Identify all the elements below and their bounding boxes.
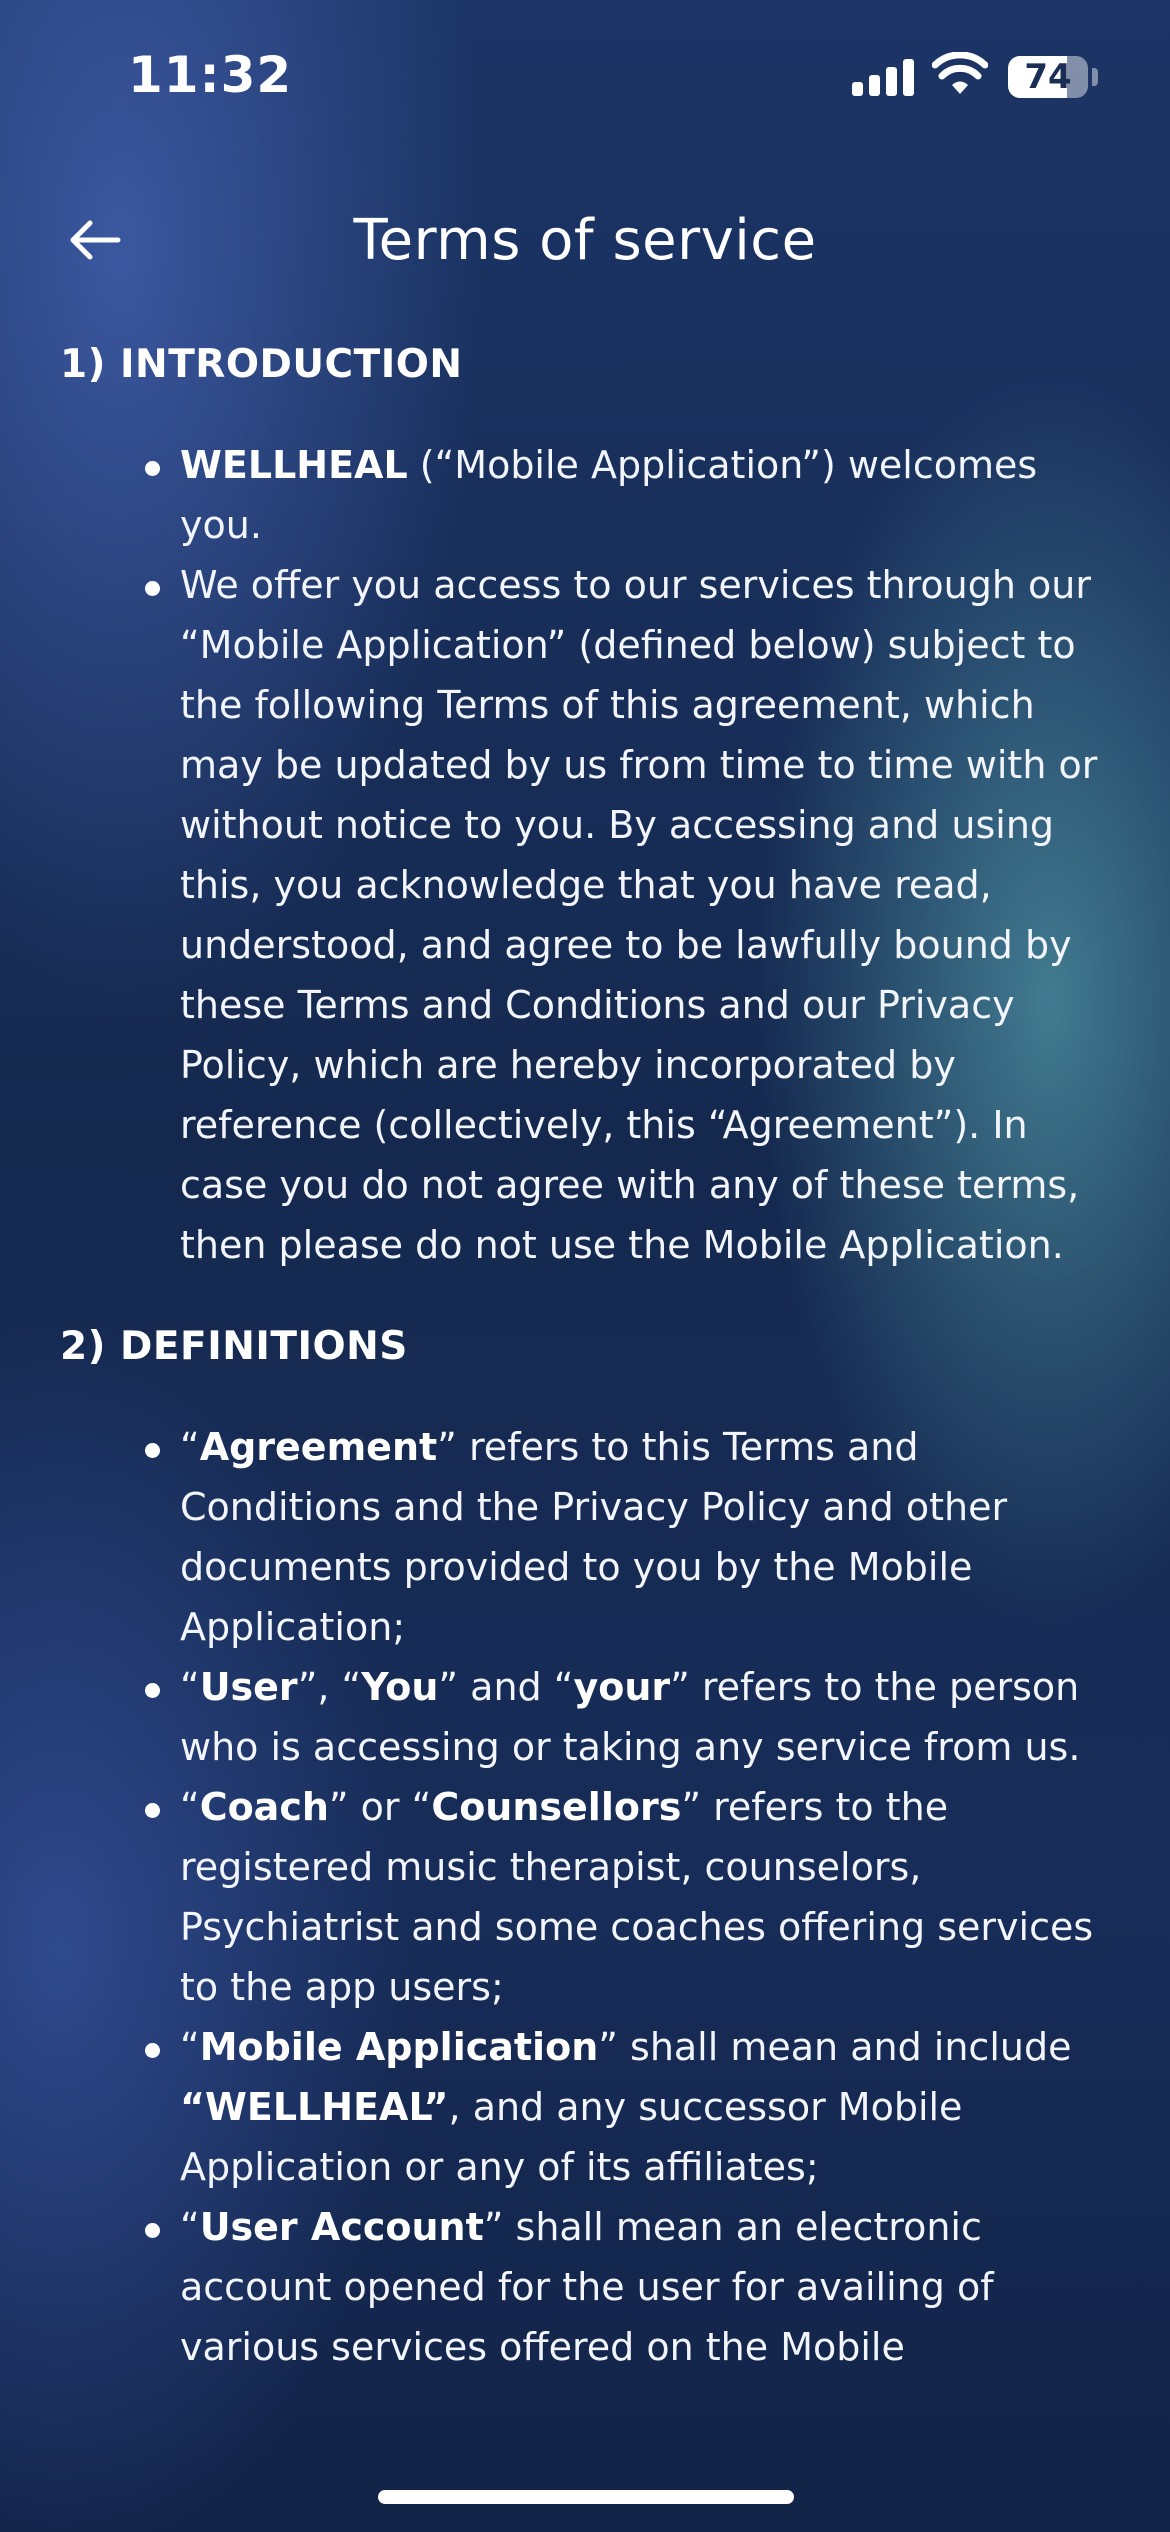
status-bar: [0, 0, 1170, 150]
list-item: “Mobile Application” shall mean and include “WELLHEAL”, and any successor Mobile Application or any of its affiliates;: [180, 2017, 1120, 2197]
list-item: We offer you access to our services through our “Mobile Application” (defined below) subject to the following Terms of this agreement, which may be updated by us from time to time with or without notice to you. By accessing and using this, you acknowledge that you have read, understood, and agree to be lawfully bound by these Terms and Conditions and our Privacy Policy, which are hereby incorporated by reference (collectively, this “Agreement”). In case you do not agree with any of these terms, then please do not use the Mobile Application.: [180, 555, 1120, 1275]
battery-icon: [1008, 56, 1088, 98]
introduction-list: [60, 435, 1120, 1275]
home-indicator[interactable]: [378, 2490, 794, 2504]
section-heading: 2) DEFINITIONS: [60, 1324, 408, 1369]
battery-cap: [1092, 68, 1098, 86]
battery-percent: 74: [1024, 57, 1072, 97]
list-item: “User”, “You” and “your” refers to the person who is accessing or taking any service from us.: [180, 1657, 1120, 1777]
signal-icon: [852, 58, 914, 96]
list-item: WELLHEAL (“Mobile Application”) welcomes you.: [180, 435, 1120, 555]
section-introduction: [60, 335, 1120, 1275]
wifi-icon: [932, 52, 988, 96]
definitions-list: [60, 1417, 1120, 2377]
list-item: “User Account” shall mean an electronic account opened for the user for availing of various services offered on the Mobile: [180, 2197, 1120, 2377]
list-item: “Agreement” refers to this Terms and Conditions and the Privacy Policy and other documents provided to you by the Mobile Application;: [180, 1417, 1120, 1657]
list-item: “Coach” or “Counsellors” refers to the registered music therapist, counselors, Psychiatrist and some coaches offering services to the app users;: [180, 1777, 1120, 2017]
page-title: Terms of service: [353, 208, 817, 273]
section-definitions: [60, 1317, 1120, 2377]
header: [0, 190, 1170, 290]
terms-content[interactable]: [60, 335, 1120, 2377]
status-time: 11:32: [128, 46, 293, 104]
section-heading: 1) INTRODUCTION: [60, 342, 463, 387]
